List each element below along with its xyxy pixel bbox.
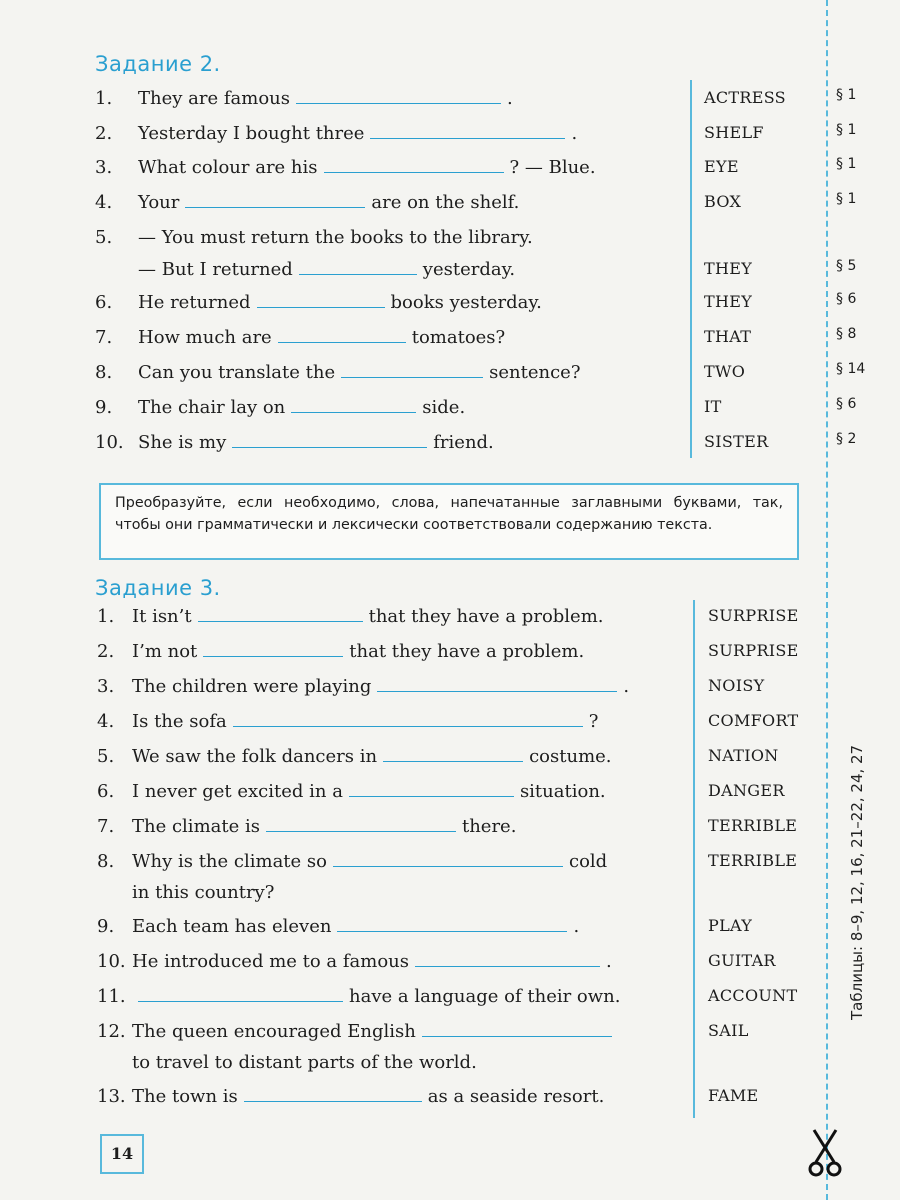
- answer-blank[interactable]: [299, 273, 417, 275]
- grammar-reference: § 8: [836, 326, 857, 342]
- answer-blank[interactable]: [415, 965, 600, 967]
- grammar-reference: § 14: [836, 361, 866, 377]
- item-text: What colour are his: [138, 157, 318, 178]
- item-text: cold: [568, 851, 608, 872]
- item-line: [132, 606, 604, 627]
- item-text: He returned: [138, 292, 251, 313]
- item-text: — You must return the books to the library.: [138, 227, 533, 248]
- item-text: as a seaside resort.: [427, 1086, 605, 1107]
- item-number: 10.: [95, 432, 124, 453]
- keyword: SISTER: [704, 432, 769, 451]
- page-number: 14: [100, 1134, 144, 1174]
- item-text: It isn’t: [132, 606, 192, 627]
- item-text: He introduced me to a famous: [132, 951, 410, 972]
- task-2-divider: [690, 80, 692, 458]
- task-2-heading: Задание 2.: [95, 52, 221, 76]
- answer-blank[interactable]: [422, 1035, 612, 1037]
- item-line: [138, 292, 542, 313]
- grammar-reference: § 6: [836, 291, 857, 307]
- item-number: 12.: [97, 1021, 126, 1042]
- item-line: [138, 397, 465, 418]
- answer-blank[interactable]: [203, 655, 343, 657]
- answer-blank[interactable]: [383, 760, 523, 762]
- item-text: tomatoes?: [411, 327, 506, 348]
- keyword: ACCOUNT: [708, 986, 798, 1005]
- item-text: Is the sofa: [132, 711, 227, 732]
- keyword: FAME: [708, 1086, 759, 1105]
- answer-blank[interactable]: [278, 341, 406, 343]
- grammar-reference: § 5: [836, 258, 857, 274]
- item-line: [138, 123, 577, 144]
- answer-blank[interactable]: [138, 1000, 343, 1002]
- task-3-divider: [693, 600, 695, 1118]
- keyword: SURPRISE: [708, 641, 799, 660]
- item-text: The chair lay on: [138, 397, 286, 418]
- grammar-reference: § 2: [836, 431, 857, 447]
- keyword: GUITAR: [708, 951, 776, 970]
- keyword: THEY: [704, 292, 753, 311]
- item-text: that they have a problem.: [349, 641, 585, 662]
- item-text: She is my: [138, 432, 227, 453]
- item-number: 9.: [97, 916, 115, 937]
- answer-blank[interactable]: [370, 137, 565, 139]
- answer-blank[interactable]: [341, 376, 483, 378]
- keyword: TWO: [704, 362, 746, 381]
- task-3-heading: Задание 3.: [95, 576, 221, 600]
- item-text: I’m not: [132, 641, 198, 662]
- keyword: COMFORT: [708, 711, 799, 730]
- item-line: [138, 432, 494, 453]
- answer-blank[interactable]: [333, 865, 563, 867]
- item-line: [132, 951, 612, 972]
- item-text: are on the shelf.: [371, 192, 520, 213]
- keyword: TERRIBLE: [708, 816, 798, 835]
- item-text: .: [623, 676, 630, 697]
- item-text: ?: [588, 711, 599, 732]
- keyword: EYE: [704, 157, 739, 176]
- item-line: [132, 851, 607, 872]
- keyword: SURPRISE: [708, 606, 799, 625]
- instructions-box: Преобразуйте, если необходимо, слова, напечатанные заглавными буквами, так, чтобы они грамматически и лексически соответствовали содержанию текста.: [99, 483, 799, 560]
- item-line: [132, 676, 629, 697]
- item-line: [138, 259, 515, 280]
- answer-blank[interactable]: [257, 306, 385, 308]
- item-number: 6.: [97, 781, 115, 802]
- grammar-reference: § 1: [836, 156, 857, 172]
- item-text: in this country?: [132, 882, 275, 903]
- cut-line: [826, 0, 828, 1200]
- keyword: IT: [704, 397, 722, 416]
- answer-blank[interactable]: [377, 690, 617, 692]
- answer-blank[interactable]: [198, 620, 363, 622]
- keyword: THEY: [704, 259, 753, 278]
- grammar-reference: § 6: [836, 396, 857, 412]
- item-number: 7.: [95, 327, 113, 348]
- item-number: 3.: [97, 676, 115, 697]
- item-text: We saw the folk dancers in: [132, 746, 378, 767]
- answer-blank[interactable]: [324, 171, 504, 173]
- item-text: .: [573, 916, 580, 937]
- item-line: [132, 916, 579, 937]
- item-number: 9.: [95, 397, 113, 418]
- item-number: 3.: [95, 157, 113, 178]
- grammar-reference: § 1: [836, 191, 857, 207]
- item-text: books yesterday.: [390, 292, 542, 313]
- keyword: NOISY: [708, 676, 765, 695]
- keyword: THAT: [704, 327, 752, 346]
- item-number: 5.: [95, 227, 113, 248]
- item-text: sentence?: [489, 362, 581, 383]
- keyword: TERRIBLE: [708, 851, 798, 870]
- answer-blank[interactable]: [337, 930, 567, 932]
- item-number: 8.: [97, 851, 115, 872]
- answer-blank[interactable]: [233, 725, 583, 727]
- grammar-reference: § 1: [836, 87, 857, 103]
- keyword: PLAY: [708, 916, 753, 935]
- item-line: [132, 711, 598, 732]
- answer-blank[interactable]: [232, 446, 427, 448]
- item-text: ? — Blue.: [509, 157, 596, 178]
- item-text: to travel to distant parts of the world.: [132, 1052, 477, 1073]
- answer-blank[interactable]: [266, 830, 456, 832]
- item-number: 2.: [95, 123, 113, 144]
- item-number: 2.: [97, 641, 115, 662]
- answer-blank[interactable]: [349, 795, 514, 797]
- item-text: yesterday.: [422, 259, 516, 280]
- item-text: situation.: [519, 781, 606, 802]
- item-number: 11.: [97, 986, 126, 1007]
- item-line: [132, 746, 612, 767]
- answer-blank[interactable]: [185, 206, 365, 208]
- item-text: Your: [138, 192, 180, 213]
- keyword: ACTRESS: [704, 88, 786, 107]
- item-text: Yesterday I bought three: [138, 123, 365, 144]
- item-text: They are famous: [138, 88, 290, 109]
- keyword: NATION: [708, 746, 779, 765]
- item-line: [138, 88, 513, 109]
- item-number: 4.: [97, 711, 115, 732]
- item-line: [138, 362, 580, 383]
- item-line: [138, 192, 519, 213]
- item-text: Can you translate the: [138, 362, 336, 383]
- item-line: [132, 882, 274, 903]
- item-text: .: [506, 88, 513, 109]
- item-text: have a language of their own.: [349, 986, 621, 1007]
- item-line: [132, 1021, 618, 1042]
- item-line: [132, 641, 584, 662]
- item-text: I never get excited in a: [132, 781, 343, 802]
- item-line: [132, 1052, 477, 1073]
- keyword: SAIL: [708, 1021, 749, 1040]
- item-text: The town is: [132, 1086, 238, 1107]
- item-number: 1.: [95, 88, 113, 109]
- item-text: Each team has eleven: [132, 916, 332, 937]
- item-text: How much are: [138, 327, 272, 348]
- item-line: [138, 157, 596, 178]
- item-text: side.: [422, 397, 466, 418]
- item-line: [132, 986, 621, 1007]
- keyword: DANGER: [708, 781, 785, 800]
- item-text: that they have a problem.: [368, 606, 604, 627]
- item-line: [132, 781, 606, 802]
- keyword: BOX: [704, 192, 742, 211]
- item-number: 6.: [95, 292, 113, 313]
- item-text: .: [571, 123, 578, 144]
- item-number: 1.: [97, 606, 115, 627]
- item-number: 7.: [97, 816, 115, 837]
- item-text: — But I returned: [138, 259, 293, 280]
- item-line: [132, 816, 516, 837]
- item-text: costume.: [529, 746, 612, 767]
- item-number: 8.: [95, 362, 113, 383]
- item-text: The climate is: [132, 816, 260, 837]
- item-text: there.: [461, 816, 517, 837]
- item-line: [132, 1086, 604, 1107]
- item-text: The children were playing: [132, 676, 372, 697]
- item-text: The queen encouraged English: [132, 1021, 416, 1042]
- item-text: friend.: [433, 432, 494, 453]
- answer-blank[interactable]: [244, 1100, 422, 1102]
- item-line: [138, 227, 533, 248]
- item-number: 13.: [97, 1086, 126, 1107]
- tables-reference-note: Таблицы: 8–9, 12, 16, 21–22, 24, 27: [848, 744, 866, 1020]
- item-number: 4.: [95, 192, 113, 213]
- answer-blank[interactable]: [291, 411, 416, 413]
- keyword: SHELF: [704, 123, 764, 142]
- item-line: [138, 327, 505, 348]
- answer-blank[interactable]: [296, 102, 501, 104]
- item-text: .: [606, 951, 612, 972]
- scissors-icon: [808, 1128, 842, 1178]
- item-number: 10.: [97, 951, 126, 972]
- grammar-reference: § 1: [836, 122, 857, 138]
- item-text: Why is the climate so: [132, 851, 327, 872]
- item-number: 5.: [97, 746, 115, 767]
